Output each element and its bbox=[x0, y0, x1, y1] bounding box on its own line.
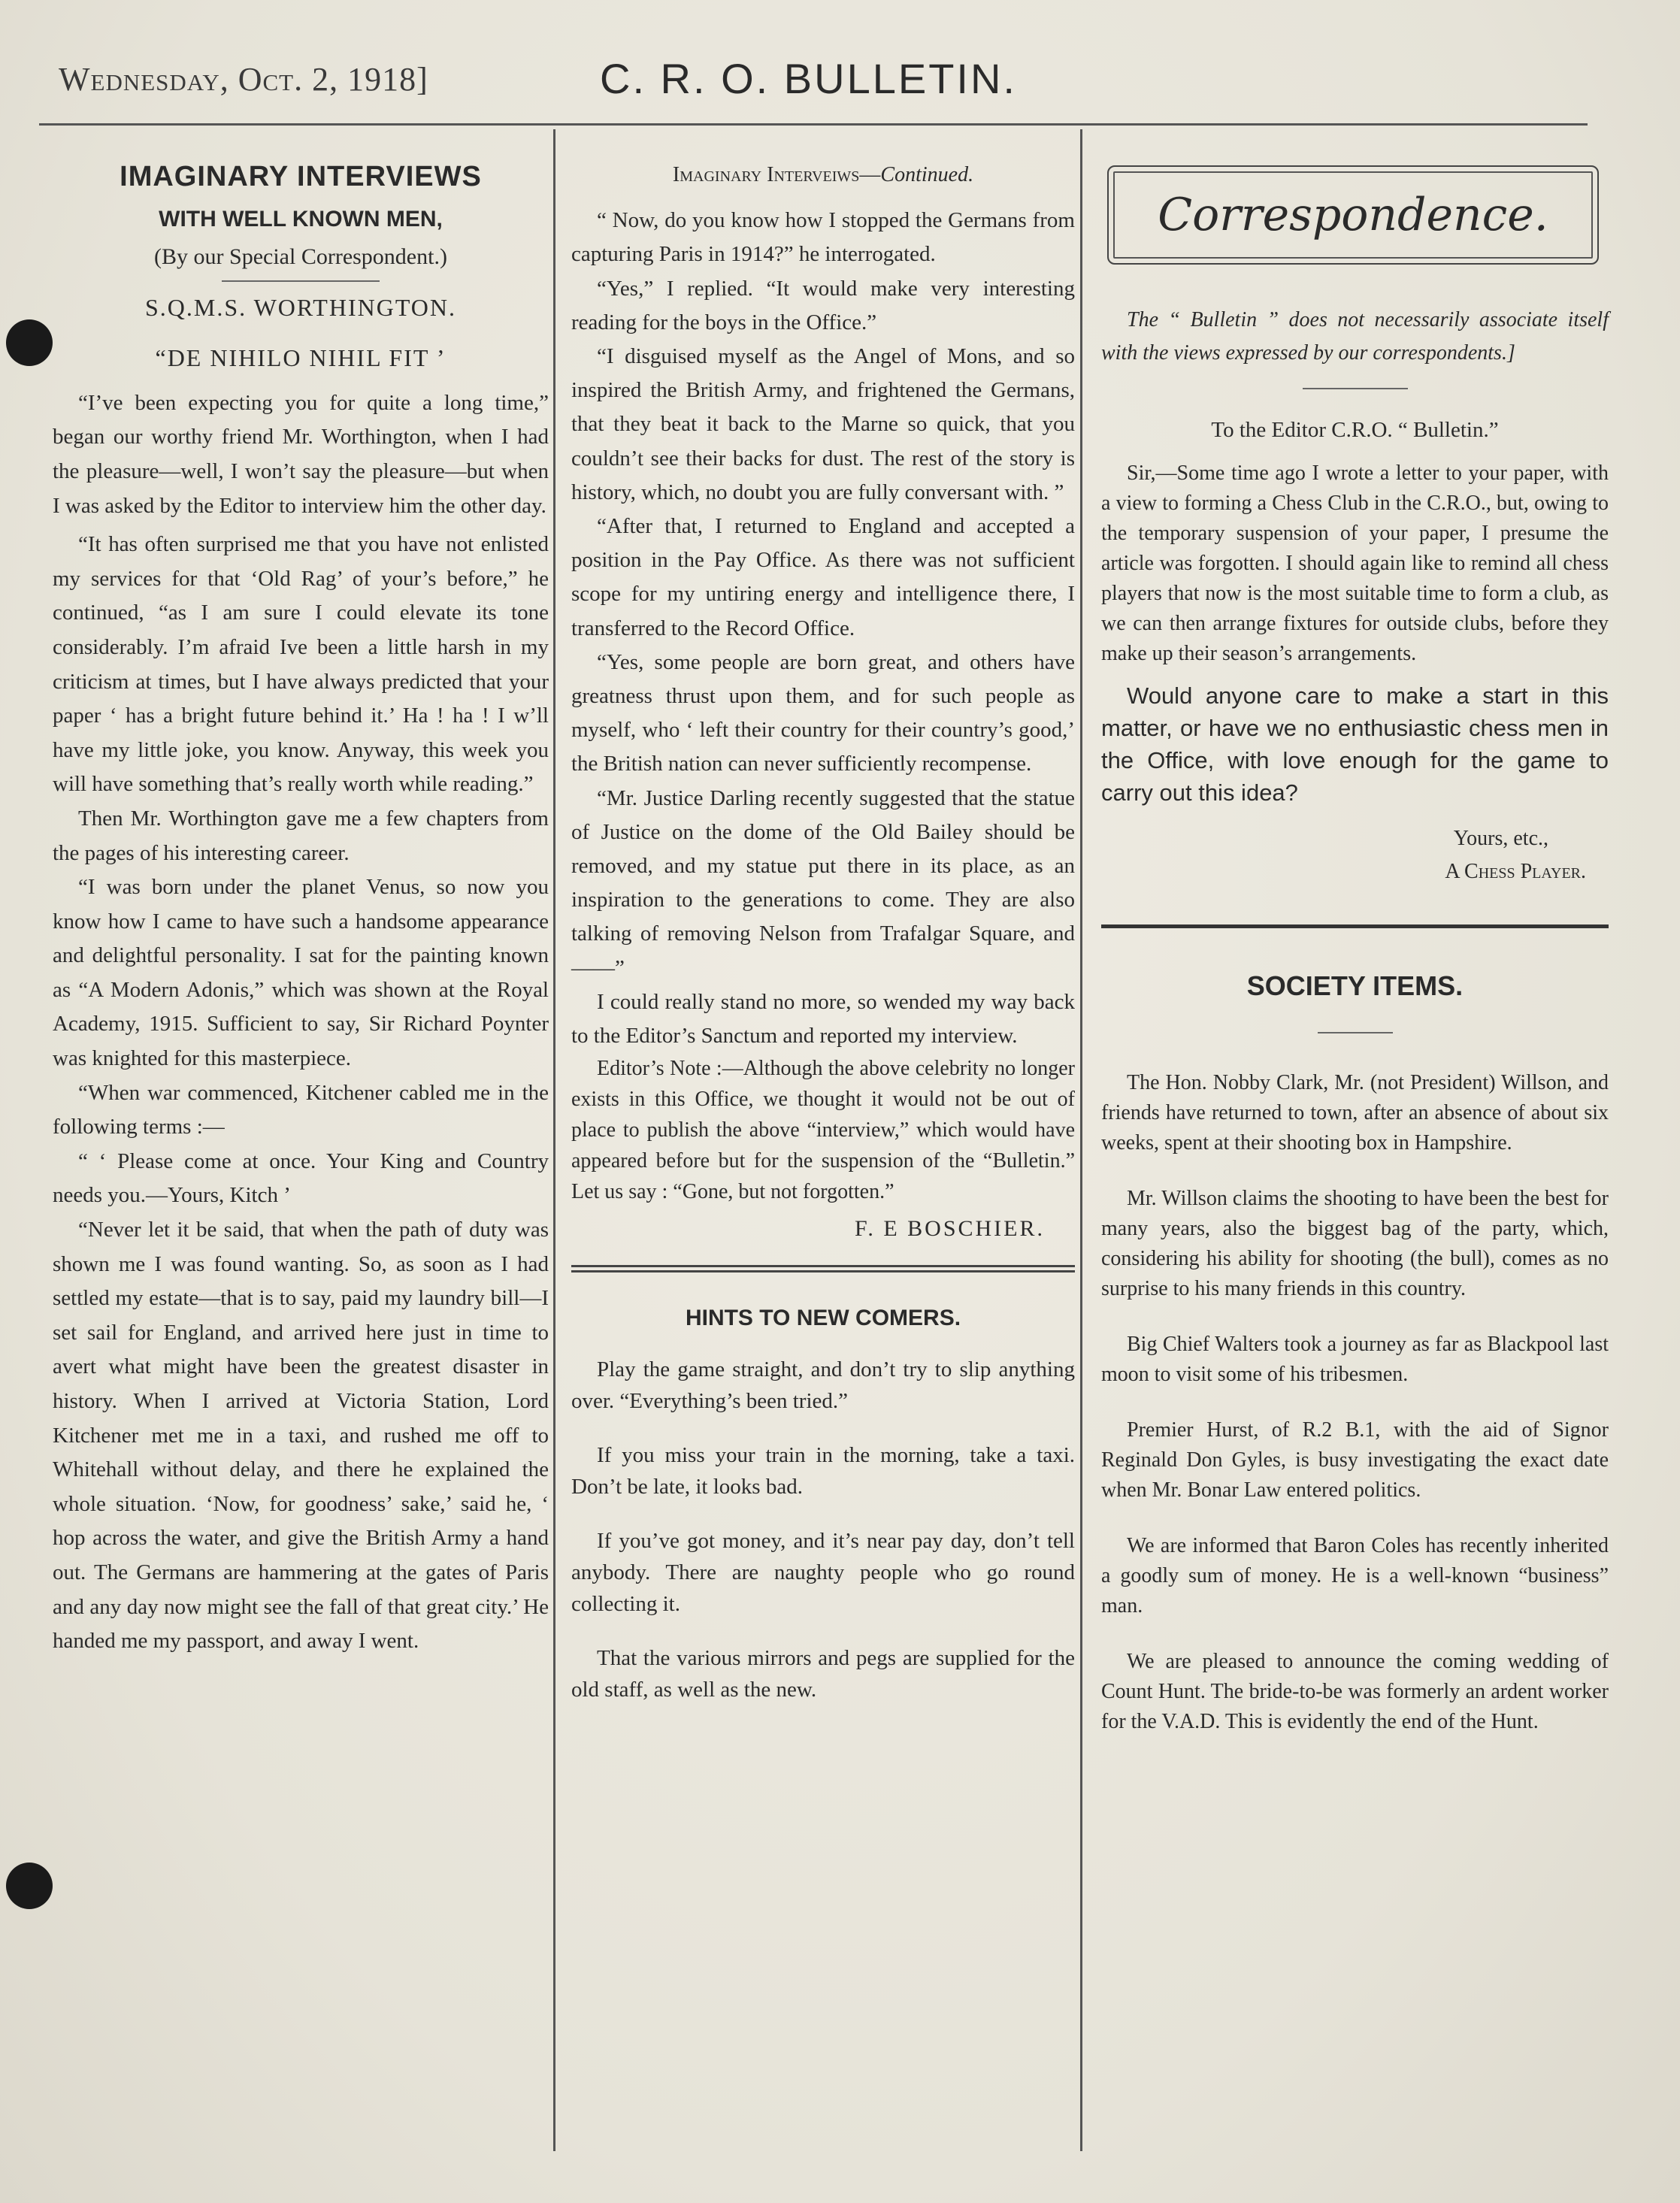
hints-heading: HINTS TO NEW COMERS. bbox=[685, 1306, 961, 1331]
society-item: We are informed that Baron Coles has recently inherited a goodly sum of money. He is a well-known “business” man. bbox=[1101, 1534, 1609, 1617]
hint-item: Play the game straight, and don’t try to slip anything over. “Everything’s been tried.” bbox=[571, 1357, 1075, 1414]
continued-paragraph: “Yes, some people are born great, and others have greatness thrust upon them, and for such people as myself, who ‘ left their country for their country’s good,’ the British nation can never sufficiently recompense. bbox=[571, 649, 1075, 776]
continued-paragraph: “ Now, do you know how I stopped the Germans from capturing Paris in 1914?” he interrogated. bbox=[571, 208, 1075, 267]
interview-byline: (By our Special Correspondent.) bbox=[154, 244, 447, 269]
society-heading: SOCIETY ITEMS. bbox=[1246, 970, 1464, 1001]
interview-continued-column bbox=[571, 158, 1075, 1705]
punch-hole-bottom bbox=[6, 1863, 53, 1909]
interview-column bbox=[53, 150, 549, 1659]
author-signature: F. E BOSCHIER. bbox=[855, 1216, 1045, 1242]
correspondence-title-box bbox=[1107, 165, 1599, 265]
continued-paragraph: I could really stand no more, so wended my way back to the Editor’s Sanctum and reported my interview. bbox=[571, 989, 1075, 1049]
disclaimer-rule bbox=[1303, 388, 1408, 389]
society-item: Premier Hurst, of R.2 B.1, with the aid of Signor Reginald Don Gyles, is busy investigating the exact date when Mr. Bonar Law entered politics. bbox=[1101, 1418, 1609, 1502]
editors-note: Editor’s Note :—Although the above celebrity no longer exists in this Office, we thought it would not be out of place to publish the above “interview,” which would have appeared before but for the suspension of the “Bulletin.” Let us say : “Gone, but not forgotten.” bbox=[571, 1057, 1075, 1204]
interview-paragraph: Then Mr. Worthington gave me a few chapters from the pages of his interesting career. bbox=[53, 806, 549, 865]
continued-paragraph: “After that, I returned to England and accepted a position in the Pay Office. As there was not sufficient scope for my untiring energy and intelligence there, I transferred to the Record Office. bbox=[571, 514, 1075, 640]
letter-addressee: To the Editor C.R.O. “ Bulletin.” bbox=[1211, 418, 1499, 442]
interview-paragraph: “When war commenced, Kitchener cabled me in the following terms :— bbox=[53, 1080, 549, 1139]
masthead-rule bbox=[39, 123, 1588, 126]
society-item: Mr. Willson claims the shooting to have been the best for many years, also the biggest bag of the party, which, considering his ability for shooting (the bull), comes as no surprise to his many friends in this country. bbox=[1101, 1187, 1609, 1300]
interview-motto: “DE NIHILO NIHIL FIT ’ bbox=[155, 344, 446, 372]
correspondence-disclaimer: The “ Bulletin ” does not necessarily associate itself with the views expressed by our correspondents.] bbox=[1101, 308, 1609, 365]
letter-body: Sir,—Some time ago I wrote a letter to your paper, with a view to forming a Chess Club in the C.R.O., but, owing to the temporary suspension of your paper, I presume the article was forgotten. I should again like to remind all chess players that now is the most suitable time to form a club, as we can then arrange fixtures for outside clubs, before they make up their season’s arrangements. bbox=[1101, 461, 1609, 665]
interview-paragraph: “Never let it be said, that when the path of duty was shown me I was found wanting. So, as soon as I had settled my estate—that is to say, paid my laundry bill—I set sail for England, and arrived here just in time to avert what might have been the greatest disaster in history. When I arrived at Victoria Station, Lord Kitchener met me in a taxi, and rushed me off to Whitehall without delay, and there he explained the whole situation. ‘Now, for goodness’ sake,’ said he, ‘ hop across the water, and give the British Army a hand out. The Germans are hammering at the gates of Paris and any day now might see the fall of that great city.’ He handed me my passport, and away I went. bbox=[53, 1218, 549, 1654]
correspondence-column bbox=[1101, 158, 1609, 1737]
newspaper-title: C. R. O. BULLETIN. bbox=[600, 55, 1017, 102]
hint-item: That the various mirrors and pegs are supplied for the old staff, as well as the new. bbox=[571, 1646, 1075, 1702]
masthead bbox=[59, 53, 1592, 113]
section-divider bbox=[1101, 924, 1609, 928]
society-item: Big Chief Walters took a journey as far as Blackpool last moon to visit some of his tribesmen. bbox=[1101, 1333, 1609, 1386]
interview-subject: S.Q.M.S. WORTHINGTON. bbox=[144, 293, 457, 321]
interview-paragraph: “ ‘ Please come at once. Your King and Country needs you.—Yours, Kitch ’ bbox=[53, 1148, 549, 1208]
column-divider-left bbox=[553, 129, 555, 2151]
issue-date: Wednesday, Oct. 2, 1918] bbox=[59, 61, 428, 98]
punch-hole-top bbox=[6, 319, 53, 366]
continued-paragraph: “I disguised myself as the Angel of Mons, and so inspired the British Army, and frightened the Germans, that they beat it back to the Marne so quick, that you couldn’t see their backs for dust. The rest of the story is history, which, no doubt you are fully conversant with. ” bbox=[571, 344, 1075, 504]
continued-heading-text: Imaginary Interveiws— bbox=[672, 163, 881, 186]
continued-paragraph: “Yes,” I replied. “It would make very interesting reading for the boys in the Office.” bbox=[571, 276, 1075, 334]
interview-paragraph: “It has often surprised me that you have not enlisted my services for that ‘Old Rag’ of your’s before,” he continued, “as I am sure I could elevate its tone considerably. I’m afraid Ive been a little harsh in my criticism at times, but I have always predicted that your paper ‘ has a bright future behind it.’ Ha ! ha ! I w’ll have my little joke, you know. Anyway, this week you will have something that’s really worth while reading.” bbox=[53, 532, 549, 797]
society-item: We are pleased to announce the coming wedding of Count Hunt. The bride-to-be was formerly an ardent worker for the V.A.D. This is evidently the end of the Hunt. bbox=[1101, 1650, 1609, 1733]
interview-paragraph: “I’ve been expecting you for quite a long time,” began our worthy friend Mr. Worthington, when I had the pleasure—well, I won’t say the pleasure—but when I was asked by the Editor to interview him the other day. bbox=[53, 390, 549, 518]
continued-label: Continued. bbox=[880, 163, 974, 186]
continued-heading bbox=[571, 158, 1075, 192]
column-divider-right bbox=[1080, 129, 1082, 2151]
interview-paragraph: “I was born under the planet Venus, so now you know how I came to have such a handsome appearance and delightful personality. I sat for the painting known as “A Modern Adonis,” which was shown at the Royal Academy, 1915. Sufficient to say, Sir Richard Poynter was knighted for this masterpiece. bbox=[53, 875, 549, 1071]
continued-paragraph: “Mr. Justice Darling recently suggested that the statue of Justice on the dome of the Old Bailey should be removed, and my statue put there in its place, as an inspiration to the generations to come. They are also talking of removing Nelson from Trafalgar Square, and——” bbox=[571, 785, 1075, 980]
section-divider bbox=[571, 1265, 1075, 1272]
letter-appeal: Would anyone care to make a start in this matter, or have we no enthusiastic chess men in the Office, with love enough for the game to carry out this idea? bbox=[1101, 682, 1609, 806]
letter-closing: Yours, etc., bbox=[1453, 827, 1548, 850]
society-rule bbox=[1318, 1032, 1393, 1033]
interview-heading: IMAGINARY INTERVIEWS bbox=[120, 161, 482, 192]
letter-signature: A Chess Player. bbox=[1445, 860, 1586, 883]
byline-rule bbox=[222, 280, 380, 282]
hint-item: If you’ve got money, and it’s near pay day, don’t tell anybody. There are naughty people who go round collecting it. bbox=[571, 1529, 1075, 1617]
correspondence-title: Correspondence. bbox=[1158, 189, 1548, 241]
interview-subheading: WITH WELL KNOWN MEN, bbox=[159, 207, 443, 231]
society-item: The Hon. Nobby Clark, Mr. (not President) Willson, and friends have returned to town, after an absence of about six weeks, spent at their shooting box in Hampshire. bbox=[1101, 1071, 1609, 1154]
hint-item: If you miss your train in the morning, take a taxi. Don’t be late, it looks bad. bbox=[571, 1443, 1075, 1499]
